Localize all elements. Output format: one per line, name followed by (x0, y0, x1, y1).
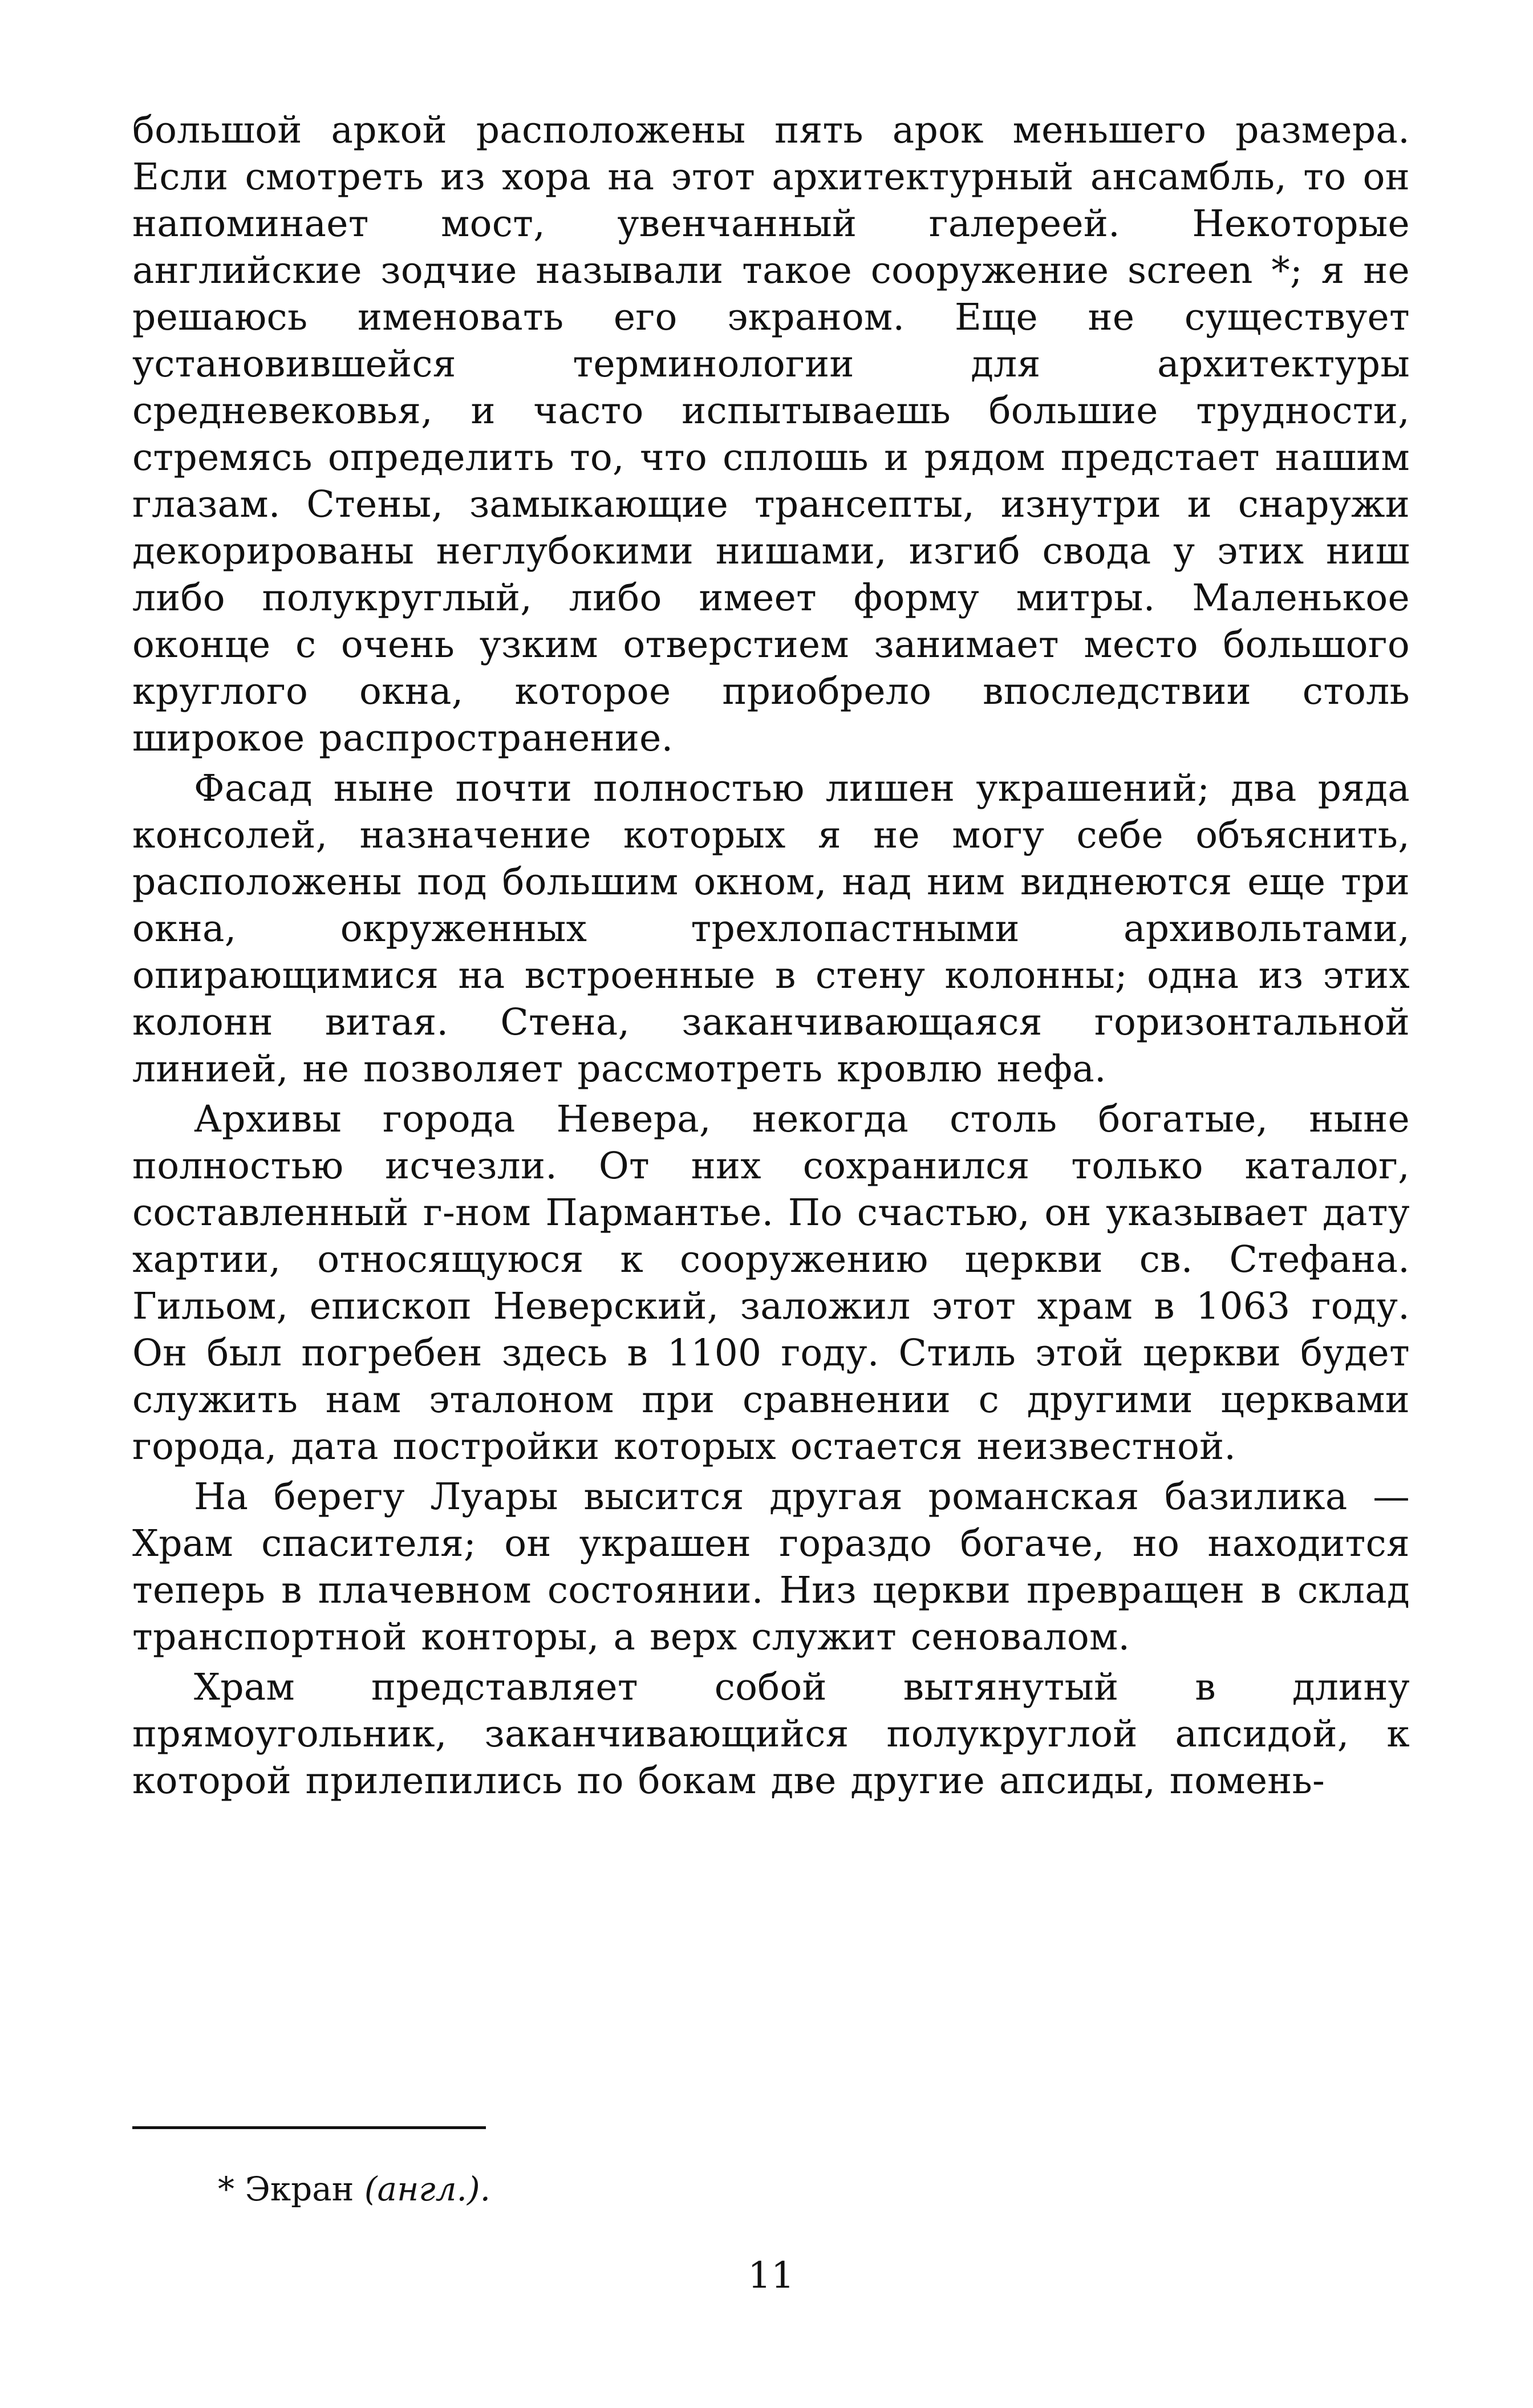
footnote-marker: * (218, 2170, 234, 2208)
footnote-source: (англ.). (364, 2170, 491, 2208)
page-number: 11 (748, 2255, 794, 2297)
book-page (132, 107, 1410, 2366)
footnote-divider (132, 2126, 486, 2129)
paragraph-1: большой аркой расположены пять арок меньшего размера. Если смотреть из хора на этот архитектурный ансамбль, то он напоминает мост, увенчанный галереей. Некоторые английские зодчие называли такое сооружение screen *; я не решаюсь именовать его экраном. Еще не существует установившейся терминологии для архитектуры средневековья, и часто испытываешь большие трудности, стремясь определить то, что сплошь и рядом предстает нашим глазам. Стены, замыкающие трансепты, изнутри и снаружи декорированы неглубокими нишами, изгиб свода у этих ниш либо полукруглый, либо имеет форму митры. Маленькое оконце с очень узким отверстием занимает место большого круглого окна, которое приобрело впоследствии столь широкое распространение. (132, 109, 1410, 760)
paragraph-5: Храм представляет собой вытянутый в длину прямоугольник, заканчивающийся полукруглой апсидой, к которой прилепились по бокам две другие апсиды, помень- (132, 1666, 1410, 1802)
paragraph-2: Фасад ныне почти полностью лишен украшений; два ряда консолей, назначение которых я не могу себе объяснить, расположены под большим окном, над ним виднеются еще три окна, окруженных трехлопастными архивольтами, опирающимися на встроенные в стену колонны; одна из этих колонн витая. Стена, заканчивающаяся горизонтальной линией, не позволяет рассмотреть кровлю нефа. (132, 767, 1410, 1091)
paragraph-3: Архивы города Невера, некогда столь богатые, ныне полностью исчезли. От них сохранился только каталог, составленный г-ном Пармантье. По счастью, он указывает дату хартии, относящуюся к сооружению церкви св. Стефана. Гильом, епископ Неверский, заложил этот храм в 1063 году. Он был погребен здесь в 1100 году. Стиль этой церкви будет служить нам эталоном при сравнении с другими церквами города, дата постройки которых остается неизвестной. (132, 1098, 1410, 1468)
footnote-text: Экран (245, 2170, 354, 2208)
footnote (218, 2169, 490, 2209)
paragraph-4: На берегу Луары высится другая романская базилика — Храм спасителя; он украшен гораздо богаче, но находится теперь в плачевном состоянии. Низ церкви превращен в склад транспортной конторы, а верх служит сеновалом. (132, 1475, 1410, 1659)
